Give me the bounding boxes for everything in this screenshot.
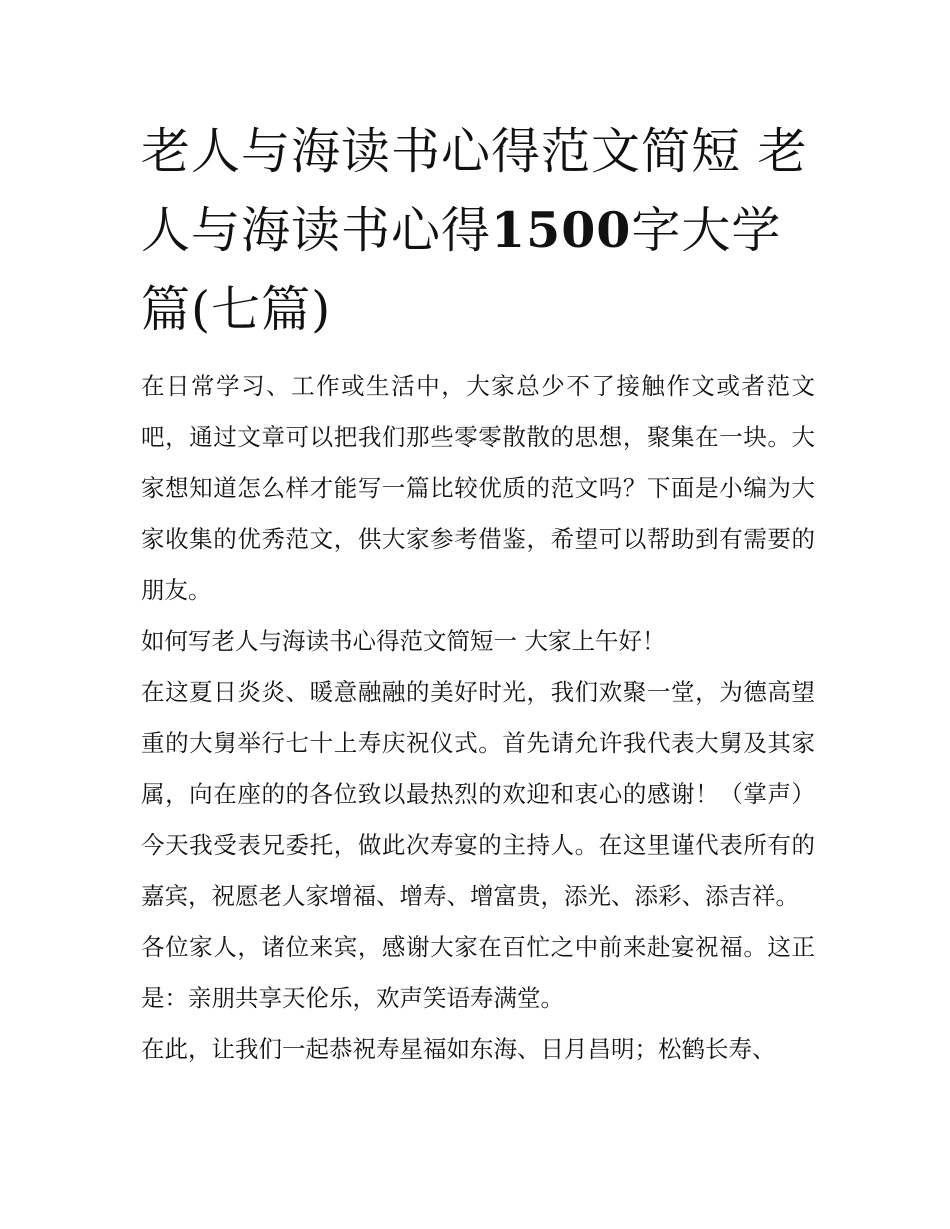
title-number: 1500 bbox=[491, 201, 632, 259]
document-body bbox=[141, 361, 815, 1075]
body-paragraph: 各位家人，诸位来宾，感谢大家在百忙之中前来赴宴祝福。这正是：亲朋共享天伦乐，欢声笑语寿满堂。 bbox=[141, 933, 815, 1012]
body-paragraph: 在此，让我们一起恭祝寿星福如东海、日月昌明；松鹤长寿、 bbox=[141, 1035, 776, 1063]
title-text-part-2: 字大学篇(七篇) bbox=[141, 202, 782, 338]
document-page bbox=[141, 112, 815, 1075]
document-title bbox=[141, 112, 815, 349]
intro-paragraph: 在日常学习、工作或生活中，大家总少不了接触作文或者范文吧，通过文章可以把我们那些零零散散的思想，聚集在一块。大家想知道怎么样才能写一篇比较优质的范文吗？下面是小编为大家收集的优秀范文，供大家参考借鉴，希望可以帮助到有需要的朋友。 bbox=[141, 372, 815, 604]
body-paragraph: 在这夏日炎炎、暖意融融的美好时光，我们欢聚一堂，为德高望重的大舅举行七十上寿庆祝仪式。首先请允许我代表大舅及其家属，向在座的的各位致以最热烈的欢迎和衷心的感谢！（掌声）今天我受表兄委托，做此次寿宴的主持人。在这里谨代表所有的嘉宾，祝愿老人家增福、增寿、增富贵，添光、添彩、添吉祥。 bbox=[141, 678, 815, 910]
section-heading-paragraph: 如何写老人与海读书心得范文简短一 大家上午好！ bbox=[141, 627, 666, 655]
title-text-part-1: 老人与海读书心得范文简短 老人与海读书心得 bbox=[141, 123, 808, 259]
